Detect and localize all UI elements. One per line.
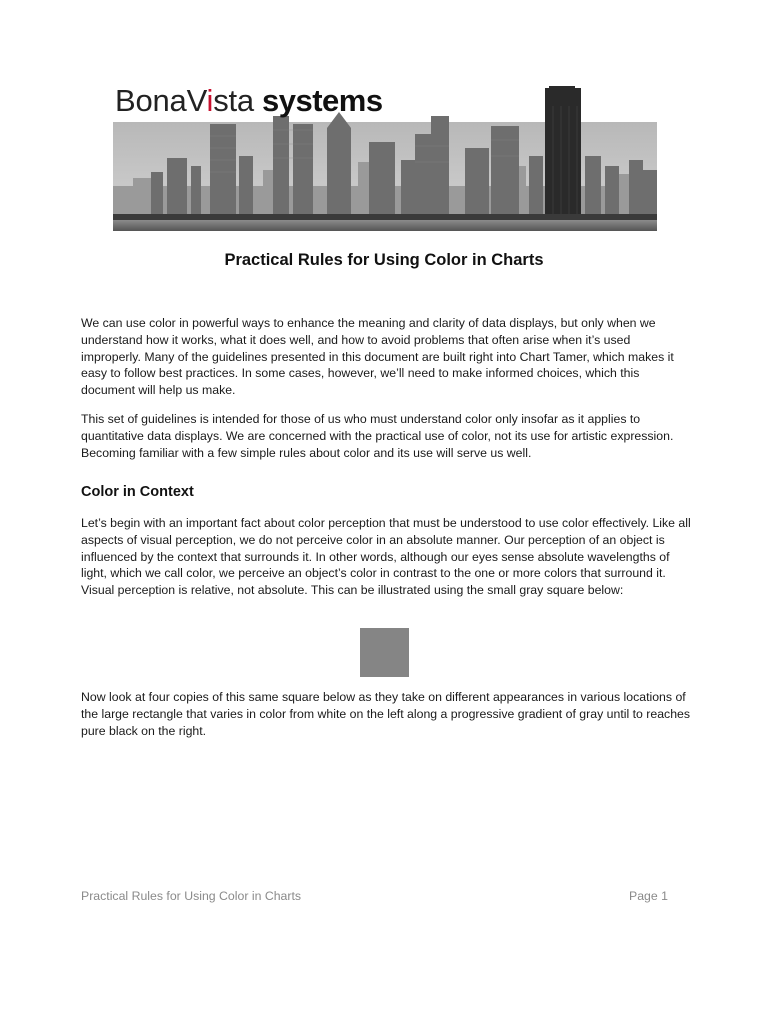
footer-document-title: Practical Rules for Using Color in Charts [81,889,302,903]
footer-page-number: Page 1 [629,889,668,903]
document-title: Practical Rules for Using Color in Charts [224,251,544,269]
intro-paragraph-2: This set of guidelines is intended for those of us who must understand color only insofar as it applies to quantitative data displays. We are concerned with the practical use of color, not its use for artistic expression. Becoming familiar with a few simple rules about color and its use will serve us well. [81,412,674,460]
logo-accent-letter: i [206,83,214,118]
intro-paragraph-1: We can use color in powerful ways to enhance the meaning and clarity of data displays, but only when we understand how it works, what it does well, and how to avoid problems that often arise when it’s used improperly. Many of the guidelines presented in this document are built right into Chart Tamer, which makes it easy to follow best practices. In some cases, however, we’ll need to make informed choices, which this document will help us make. [81,316,674,398]
company-logo [115,83,383,119]
gray-sample-square [360,628,409,677]
section-paragraph-1: Let’s begin with an important fact about color perception that must be understood to use color effectively. Like all aspects of visual perception, we do not perceive color in an absolute manner. Our perception of an object is influenced by the context that surrounds it. In other words, although our eyes sense absolute wavelengths of light, which we call color, we perceive an object’s color in contrast to the one or more colors that surround it. Visual perception is relative, not absolute. This can be illustrated using the small gray square below: [81,516,691,598]
logo-wordmark-bold: systems [261,83,383,118]
section-heading: Color in Context [81,484,194,500]
section-paragraph-2: Now look at four copies of this same square below as they take on different appearances in various locations of the large rectangle that varies in color from white on the left along a progressive gradient of gray until to reaches pure black on the right. [81,690,691,738]
logo-wordmark-light-end: sta [213,83,254,118]
logo-wordmark-light: BonaV [115,83,207,118]
